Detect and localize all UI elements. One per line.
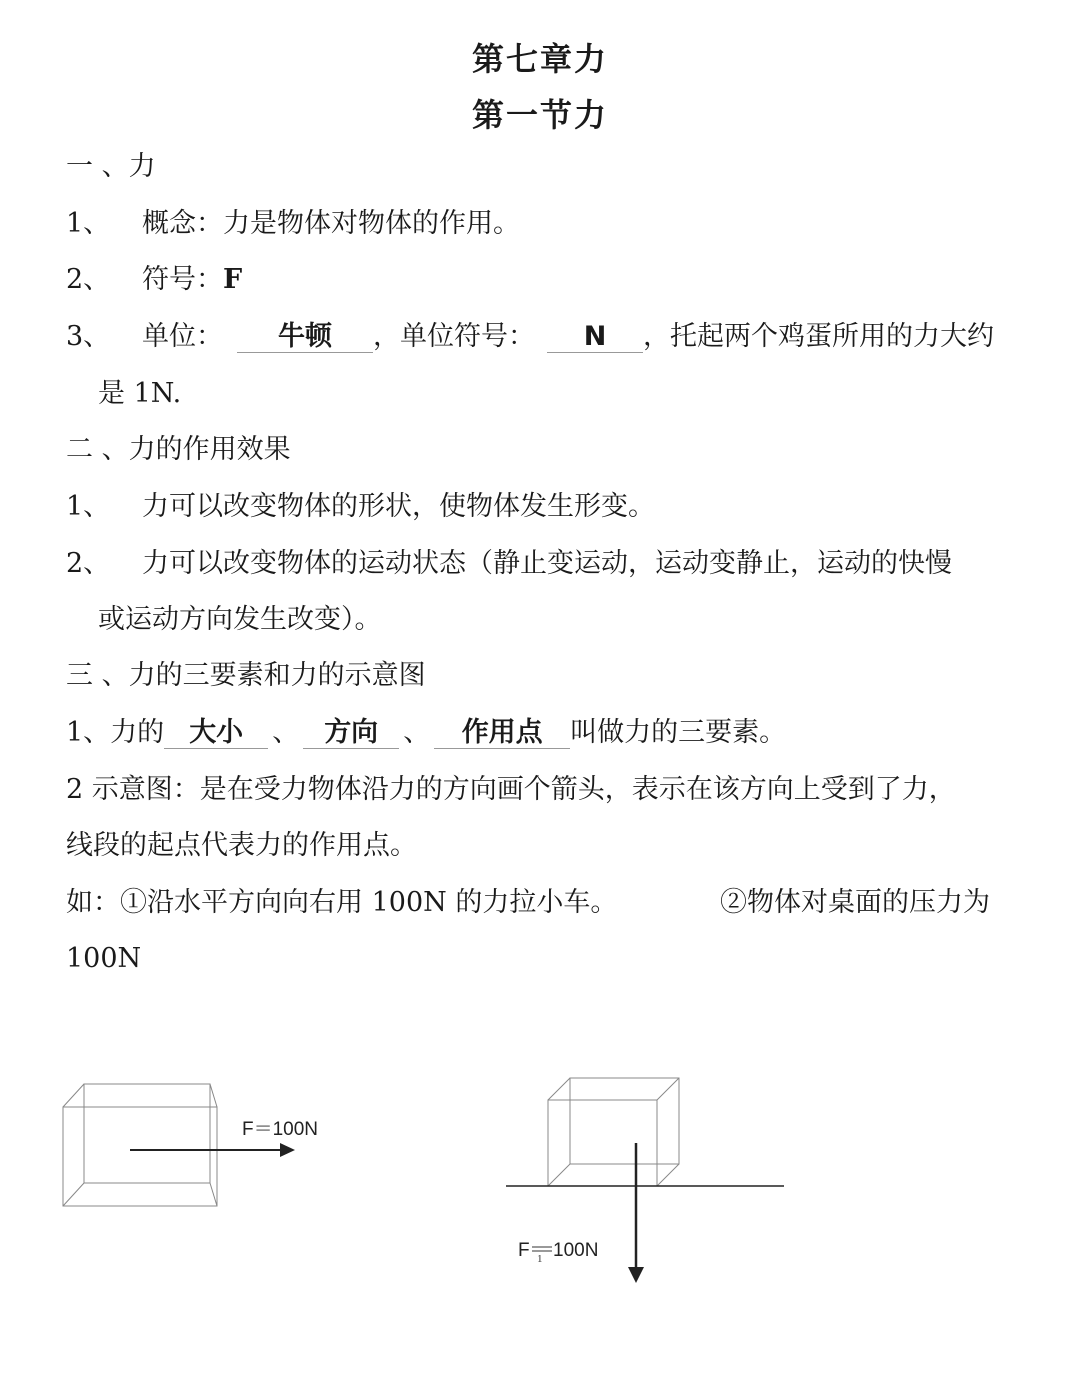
chapter-title: 第七章力 (471, 40, 608, 78)
item-number: 3、 (66, 321, 111, 352)
item-number: 1、 (66, 208, 111, 239)
item-unit-continued: 是 1N. (98, 378, 182, 409)
right-force-subscript: 1 (537, 1253, 543, 1265)
separator: 、 (403, 717, 431, 748)
arrow-right-icon (130, 1143, 295, 1157)
item-number: 2、 (66, 548, 111, 579)
item-diagram-def-line2: 线段的起点代表力的作用点。 (66, 830, 417, 861)
item-text: 概念：力是物体对物体的作用。 (142, 208, 520, 239)
item-label: 单位： (142, 321, 223, 352)
item-number: 1、 (66, 491, 111, 522)
item-mid: ，单位符号： (373, 321, 535, 352)
heading-force: 一 、力 (66, 151, 156, 182)
right-force-value: 100N (553, 1240, 599, 1261)
item-effect-motion-continued: 或运动方向发生改变）。 (98, 604, 382, 635)
item-prefix: 1、力的 (66, 717, 165, 748)
heading-three-elements: 三 、力的三要素和力的示意图 (66, 660, 426, 691)
item-text: 力可以改变物体的运动状态（静止变运动，运动变静止，运动的快慢 (142, 548, 952, 579)
heading-effects: 二 、力的作用效果 (66, 434, 291, 465)
blank-magnitude: 大小 (164, 718, 268, 749)
item-tail: ，托起两个鸡蛋所用的力大约 (643, 321, 994, 352)
item-text: 力可以改变物体的形状，使物体发生形变。 (142, 491, 655, 522)
cube-left (63, 1084, 217, 1206)
blank-direction: 方向 (303, 718, 399, 749)
item-label: 符号： (142, 264, 223, 295)
blank-unit-symbol: N (547, 322, 643, 353)
left-force-label: F＝100N (242, 1119, 319, 1140)
cube-right (548, 1078, 679, 1186)
blank-point-of-application: 作用点 (434, 718, 570, 749)
example-line2: 100N (66, 943, 142, 974)
item-suffix: 叫做力的三要素。 (570, 717, 787, 748)
right-force-symbol: F (518, 1240, 530, 1261)
blank-unit-name: 牛顿 (237, 322, 373, 353)
section-title: 第一节力 (471, 96, 608, 134)
example-line1a: 如：①沿水平方向向右用 100N 的力拉小车。 (66, 887, 618, 918)
separator: 、 (272, 717, 300, 748)
item-number: 2、 (66, 264, 111, 295)
symbol-value: F (223, 264, 243, 295)
item-diagram-def-line1: 2 示意图：是在受力物体沿力的方向画个箭头，表示在该方向上受到了力， (66, 774, 956, 805)
example-line1b: ②物体对桌面的压力为 (720, 887, 990, 918)
